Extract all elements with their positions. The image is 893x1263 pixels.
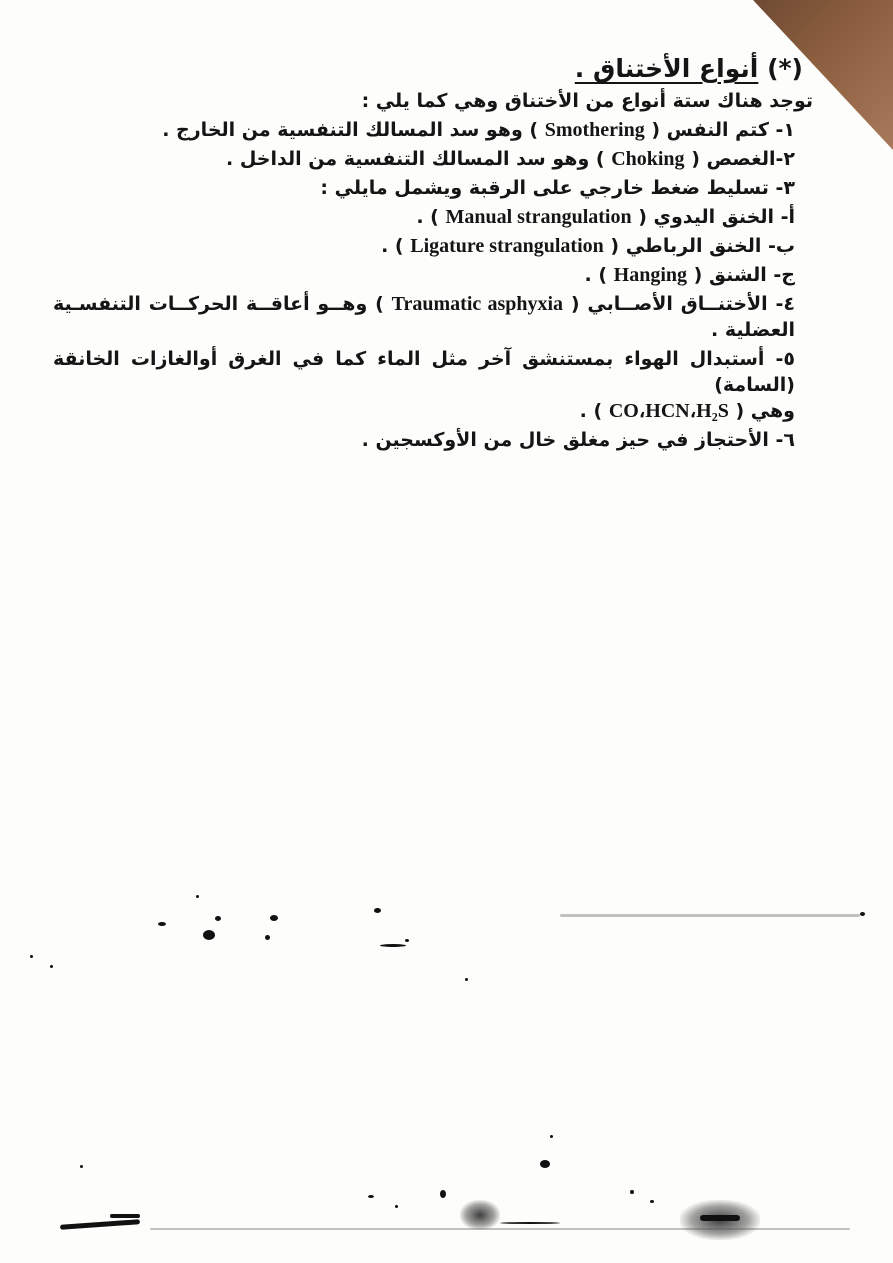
list-item-3: ٣- تسليط ضغط خارجي على الرقبة ويشمل مايلي : [320,177,795,199]
item3a-rest: ) . [416,206,439,228]
list-item-4 [53,291,813,343]
item1-arabic: ١- كتم النفس ( [651,119,795,141]
speck [395,1205,398,1208]
item3b-arabic: ب- الخنق الرباطي ( [610,235,795,257]
speck [700,1215,740,1221]
speck [405,939,409,942]
list-item-6: ٦- الأحتجاز في حيز مغلق خال من الأوكسجين . [361,429,795,451]
speck [196,895,199,898]
smudge [460,1200,500,1230]
speck [215,916,221,921]
item3c-rest: ) . [584,264,608,286]
list-item-3a [53,204,813,230]
speck [500,1222,560,1224]
speck [380,944,406,947]
item3b-english: Ligature strangulation [410,235,604,257]
list-item-3b [53,233,813,259]
speck [80,1165,83,1168]
section-title [53,52,813,86]
faint-streak [560,914,860,917]
speck [203,930,215,940]
document-body [53,52,813,453]
item1-rest: ) وهو سد المسالك التنفسية من الخارج . [162,119,539,141]
item2-english: Choking [611,148,685,170]
speck [860,912,865,916]
speck [630,1190,634,1194]
item3a-arabic: أ- الخنق اليدوي ( [638,206,795,228]
item3b-rest: ) . [381,235,404,257]
faint-streak [150,1228,850,1230]
item2-arabic: ٢-الغصص ( [691,148,795,170]
item5-english: CO،HCN،H₂S [608,400,729,422]
item5-rest: ) . [579,400,603,422]
list-item-2 [53,146,813,172]
speck [30,955,33,958]
speck [368,1195,374,1198]
list-item-1 [53,117,813,143]
speck [374,908,381,913]
speck [50,965,53,968]
item3c-english: Hanging [613,264,688,286]
intro-line: توجد هناك ستة أنواع من الأختناق وهي كما يلي : [361,90,813,112]
title-prefix: (*) [767,54,803,83]
item4-rest: ) وهــو أعاقــة الحركــات التنفسـية العضلية . [53,293,795,341]
title-text: أنواع الأختناق . [574,54,759,83]
speck [265,935,270,940]
item3a-english: Manual strangulation [445,206,632,228]
speck [650,1200,654,1203]
item1-english: Smothering [544,119,645,141]
item4-english: Traumatic asphyxia [391,293,564,315]
speck [158,922,166,926]
list-item-3c [53,262,813,288]
item2-rest: ) وهو سد المسالك التنفسية من الداخل . [226,148,605,170]
list-item-5-line2 [53,398,813,424]
item3c-arabic: ج- الشنق ( [693,264,795,286]
speck [110,1214,140,1218]
list-item-5-line1: ٥- أستبدال الهواء بمستنشق آخر مثل الماء كما في الغرق أوالغازات الخانقة (السامة) [53,348,795,396]
speck [270,915,278,921]
item5-arabic: وهي ( [735,400,795,422]
speck [550,1135,553,1138]
speck [60,1219,140,1230]
speck [440,1190,446,1198]
speck [465,978,468,981]
speck [540,1160,550,1168]
item4-arabic: ٤- الأختنــاق الأصــابي ( [570,293,795,315]
